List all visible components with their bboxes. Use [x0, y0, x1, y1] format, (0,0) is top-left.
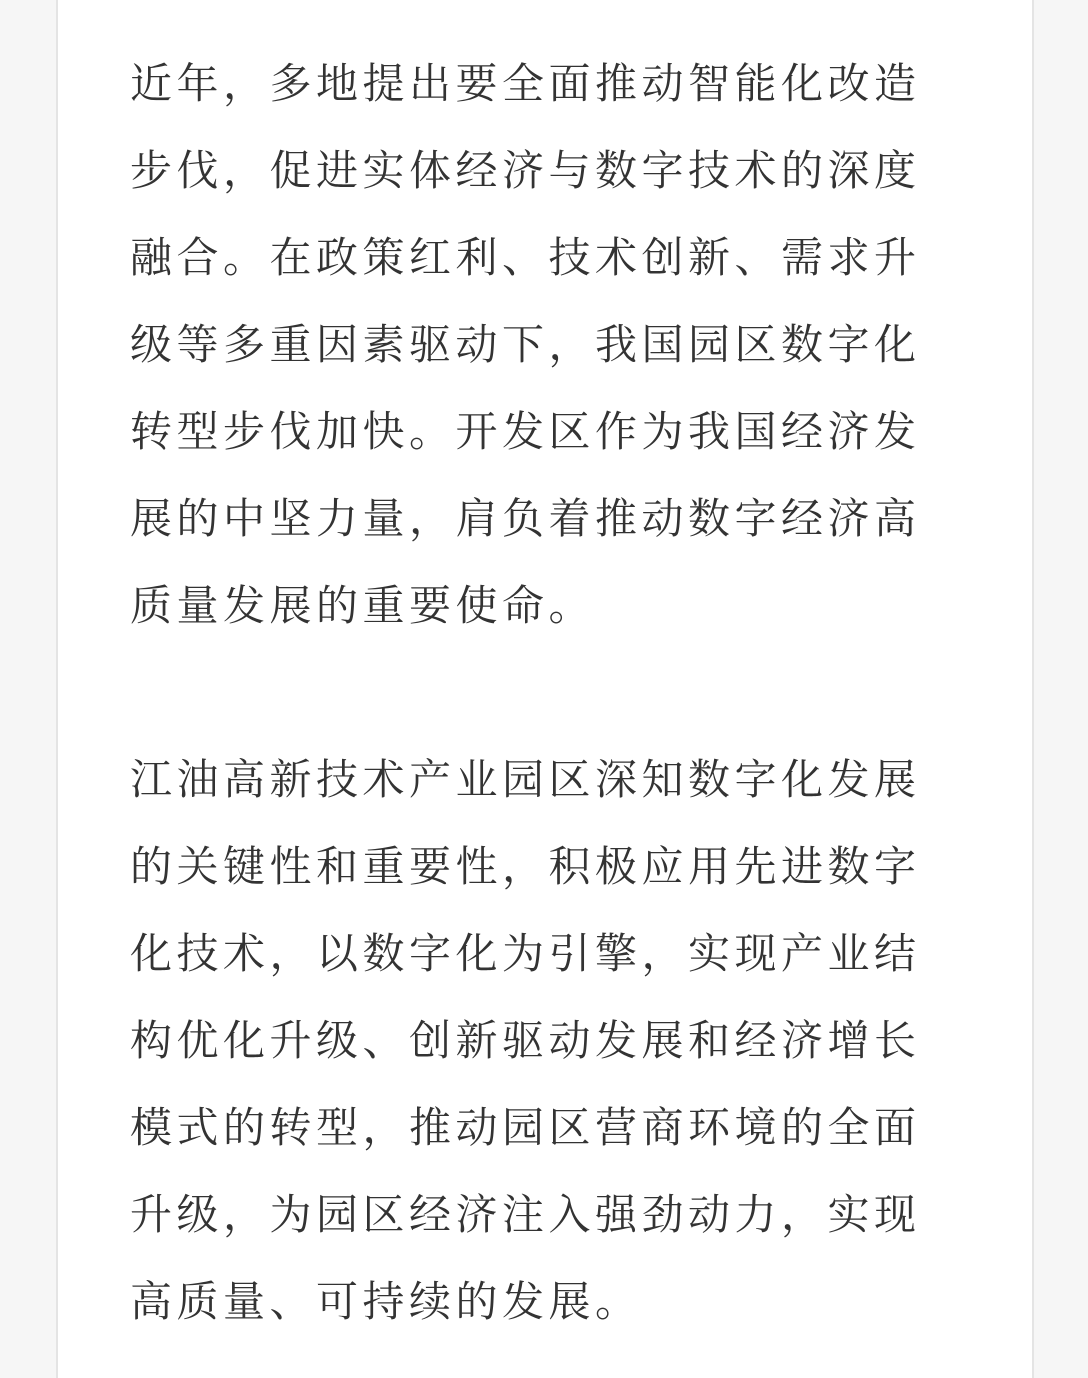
article-body: [130, 40, 966, 1345]
paragraph-intro: 近年，多地提出要全面推动智能化改造步伐，促进实体经济与数字技术的深度融合。在政策红利、技术创新、需求升级等多重因素驱动下，我国园区数字化转型步伐加快。开发区作为我国经济发展的中坚力量，肩负着推动数字经济高质量发展的重要使命。: [130, 59, 921, 630]
paragraph-jiangyou-park: 江油高新技术产业园区深知数字化发展的关键性和重要性，积极应用先进数字化技术，以数字化为引擎，实现产业结构优化升级、创新驱动发展和经济增长模式的转型，推动园区营商环境的全面升级，为园区经济注入强劲动力，实现高质量、可持续的发展。: [130, 755, 921, 1326]
article-card: [56, 0, 1034, 1378]
